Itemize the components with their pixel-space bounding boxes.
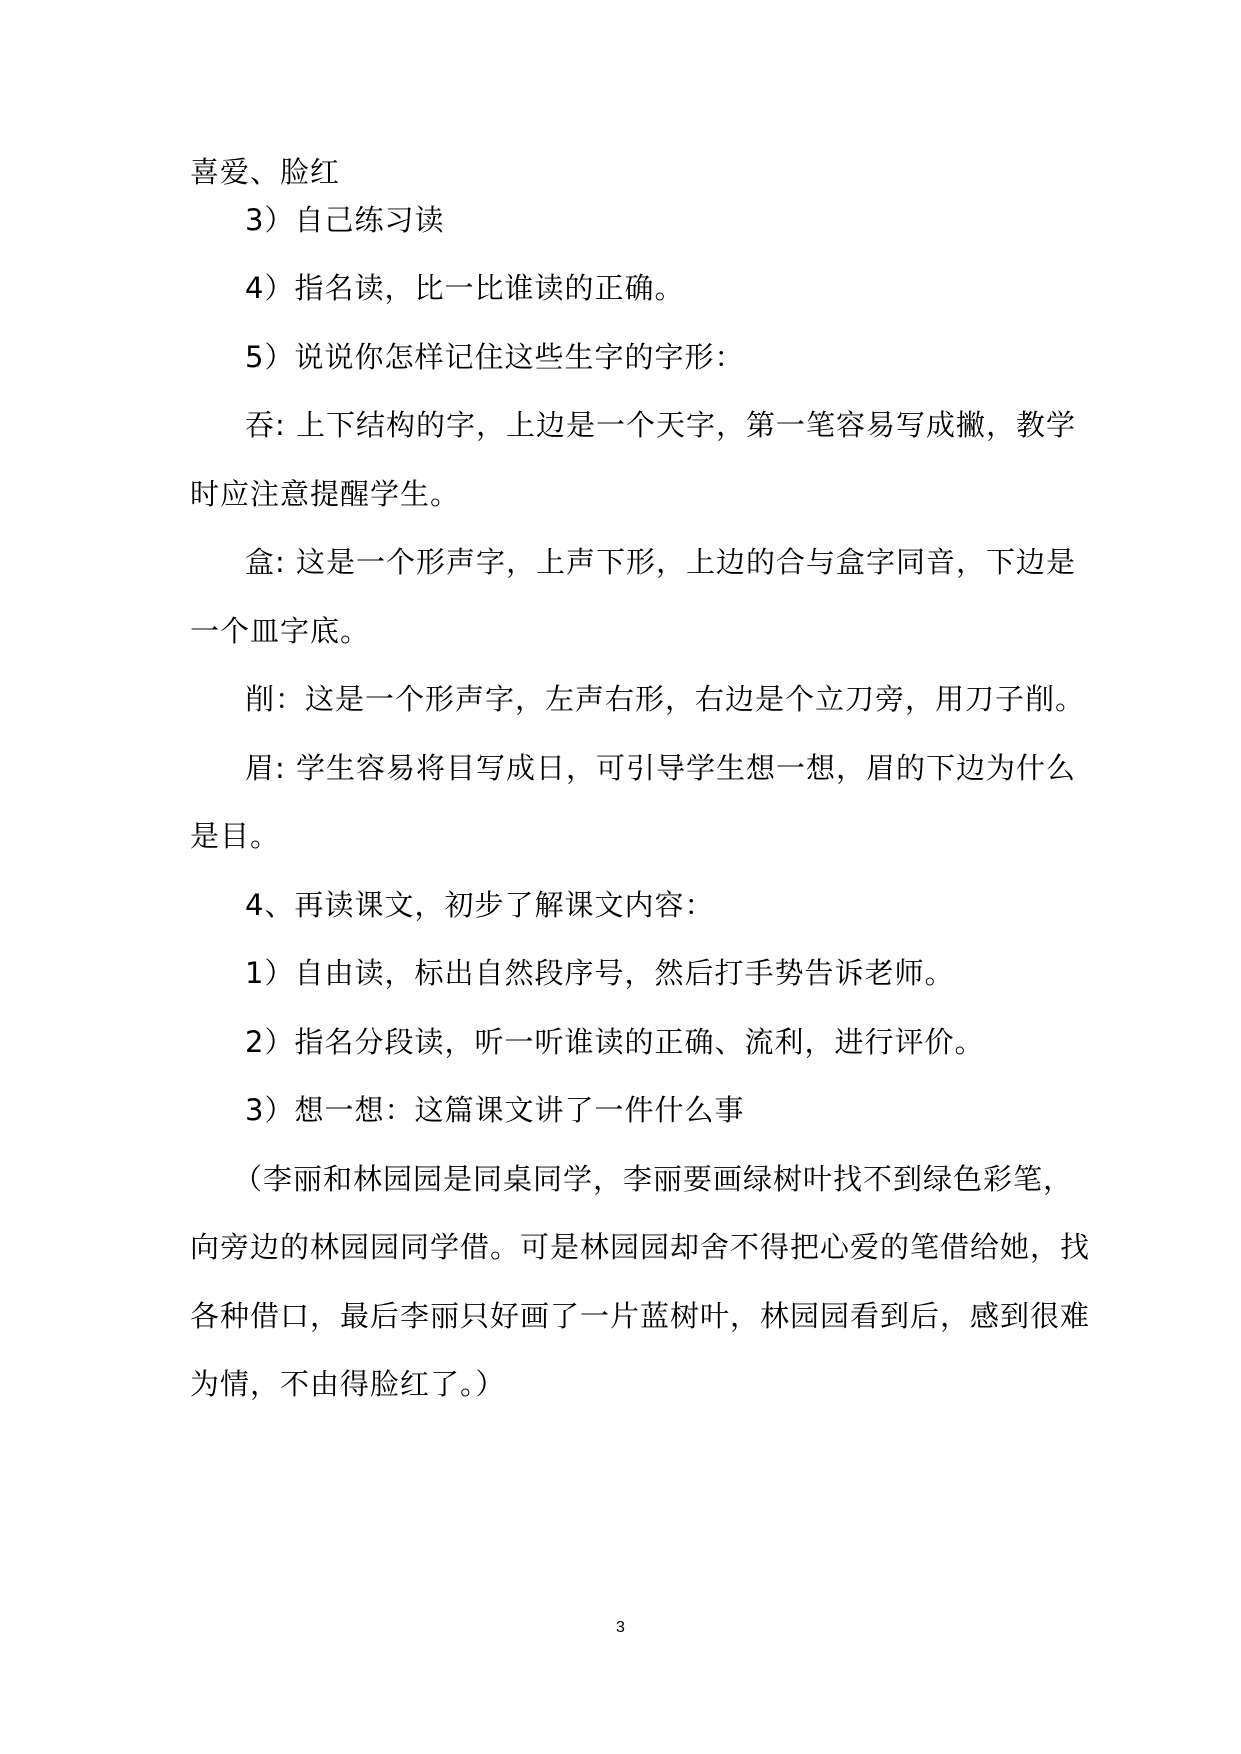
text-line: 3）自己练习读: [245, 203, 445, 237]
text-line: 2）指名分段读，听一听谁读的正确、流利，进行评价。: [245, 1025, 985, 1059]
text-line: 4）指名读，比一比谁读的正确。: [245, 271, 685, 305]
text-line: 1）自由读，标出自然段序号，然后打手势告诉老师。: [245, 956, 955, 990]
text-line: 3）想一想：这篇课文讲了一件什么事: [245, 1093, 745, 1127]
page-number: 3: [616, 1619, 625, 1636]
text-line: 向旁边的林园园同学借。可是林园园却舍不得把心爱的笔借给她，找: [190, 1230, 1091, 1264]
text-line: 是目。: [190, 819, 281, 853]
text-line: 削：这是一个形声字，左声右形，右边是个立刀旁，用刀子削。: [245, 682, 1086, 716]
text-line: 喜爱、脸红: [190, 155, 341, 189]
text-line: （李丽和林园园是同桌同学，李丽要画绿树叶找不到绿色彩笔，: [233, 1162, 1074, 1196]
text-line: 吞: 上下结构的字，上边是一个天字，第一笔容易写成撇，教学: [245, 408, 1076, 442]
text-line: 盒: 这是一个形声字，上声下形，上边的合与盒字同音，下边是: [245, 545, 1076, 579]
text-line: 各种借口，最后李丽只好画了一片蓝树叶，林园园看到后，感到很难: [190, 1299, 1091, 1333]
text-line: 时应注意提醒学生。: [190, 477, 461, 511]
text-line: 为情，不由得脸红了。）: [190, 1367, 506, 1401]
text-line: 一个皿字底。: [190, 614, 371, 648]
text-line: 眉: 学生容易将目写成日，可引导学生想一想，眉的下边为什么: [245, 751, 1076, 785]
text-line: 4、再读课文，初步了解课文内容：: [245, 888, 715, 922]
text-line: 5）说说你怎样记住这些生字的字形：: [245, 340, 745, 374]
